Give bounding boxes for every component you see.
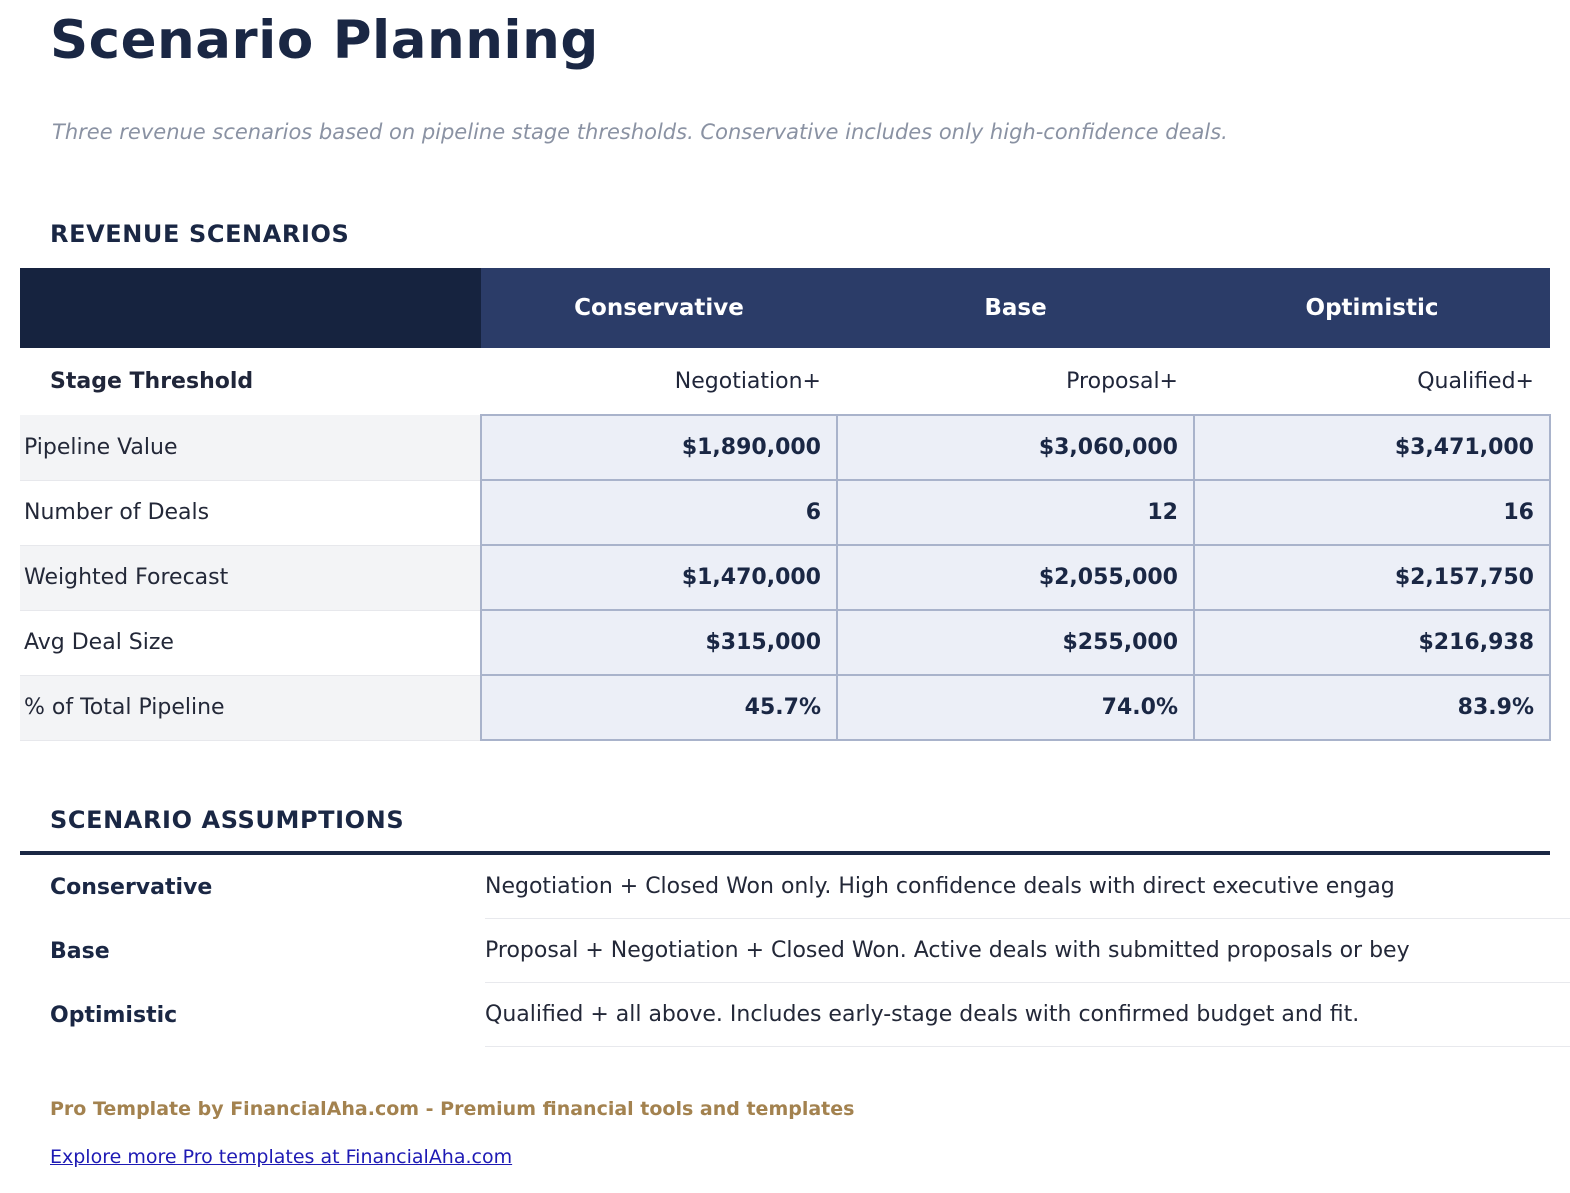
- assumption-row-base: [20, 919, 1570, 983]
- number-of-deals-base: 12: [837, 480, 1194, 545]
- explore-templates-link[interactable]: Explore more Pro templates at FinancialAha.com: [50, 1146, 513, 1168]
- table-row-number-of-deals: [20, 480, 1550, 545]
- pipeline-value-base: $3,060,000: [837, 415, 1194, 480]
- table-row-weighted-forecast: [20, 545, 1550, 610]
- row-label-stage-threshold: Stage Threshold: [20, 348, 481, 415]
- weighted-forecast-conservative: $1,470,000: [481, 545, 837, 610]
- page-subtitle: Three revenue scenarios based on pipeline stage thresholds. Conservative includes only high-confidence deals.: [52, 120, 1228, 144]
- number-of-deals-conservative: 6: [481, 480, 837, 545]
- pipeline-value-conservative: $1,890,000: [481, 415, 837, 480]
- column-header-optimistic: Optimistic: [1194, 268, 1550, 348]
- avg-deal-size-base: $255,000: [837, 610, 1194, 675]
- pct-of-total-pipeline-base: 74.0%: [837, 675, 1194, 740]
- table-row-pct-of-total-pipeline: [20, 675, 1550, 740]
- stage-threshold-base: Proposal+: [837, 348, 1194, 415]
- column-header-base: Base: [837, 268, 1194, 348]
- footer-brand-text: Pro Template by FinancialAha.com - Premium financial tools and templates: [50, 1098, 855, 1120]
- avg-deal-size-conservative: $315,000: [481, 610, 837, 675]
- pipeline-value-optimistic: $3,471,000: [1194, 415, 1550, 480]
- pct-of-total-pipeline-optimistic: 83.9%: [1194, 675, 1550, 740]
- table-row-pipeline-value: [20, 415, 1550, 480]
- row-label-pct-of-total-pipeline: % of Total Pipeline: [20, 675, 481, 740]
- header-blank-cell: [20, 268, 481, 348]
- row-label-number-of-deals: Number of Deals: [20, 480, 481, 545]
- scenario-assumptions-heading: SCENARIO ASSUMPTIONS: [50, 806, 405, 834]
- assumption-row-conservative: [20, 855, 1570, 919]
- assumption-label-base: Base: [50, 938, 110, 964]
- table-header-row: [20, 268, 1550, 348]
- stage-threshold-row: [20, 348, 1550, 415]
- table-row-avg-deal-size: [20, 610, 1550, 675]
- revenue-scenarios-table: [20, 268, 1551, 741]
- assumption-label-conservative: Conservative: [50, 874, 213, 900]
- row-label-avg-deal-size: Avg Deal Size: [20, 610, 481, 675]
- number-of-deals-optimistic: 16: [1194, 480, 1550, 545]
- assumption-description-conservative: Negotiation + Closed Won only. High confidence deals with direct executive engag: [485, 855, 1570, 919]
- avg-deal-size-optimistic: $216,938: [1194, 610, 1550, 675]
- weighted-forecast-base: $2,055,000: [837, 545, 1194, 610]
- assumption-description-base: Proposal + Negotiation + Closed Won. Active deals with submitted proposals or bey: [485, 919, 1570, 983]
- row-label-pipeline-value: Pipeline Value: [20, 415, 481, 480]
- page-title: Scenario Planning: [50, 10, 599, 71]
- column-header-conservative: Conservative: [481, 268, 837, 348]
- assumption-row-optimistic: [20, 983, 1570, 1047]
- stage-threshold-optimistic: Qualified+: [1194, 348, 1550, 415]
- weighted-forecast-optimistic: $2,157,750: [1194, 545, 1550, 610]
- scenario-assumptions-list: [20, 855, 1570, 1047]
- assumption-description-optimistic: Qualified + all above. Includes early-stage deals with confirmed budget and fit.: [485, 983, 1570, 1047]
- row-label-weighted-forecast: Weighted Forecast: [20, 545, 481, 610]
- assumption-label-optimistic: Optimistic: [50, 1002, 178, 1028]
- revenue-scenarios-heading: REVENUE SCENARIOS: [50, 220, 350, 248]
- pct-of-total-pipeline-conservative: 45.7%: [481, 675, 837, 740]
- stage-threshold-conservative: Negotiation+: [481, 348, 837, 415]
